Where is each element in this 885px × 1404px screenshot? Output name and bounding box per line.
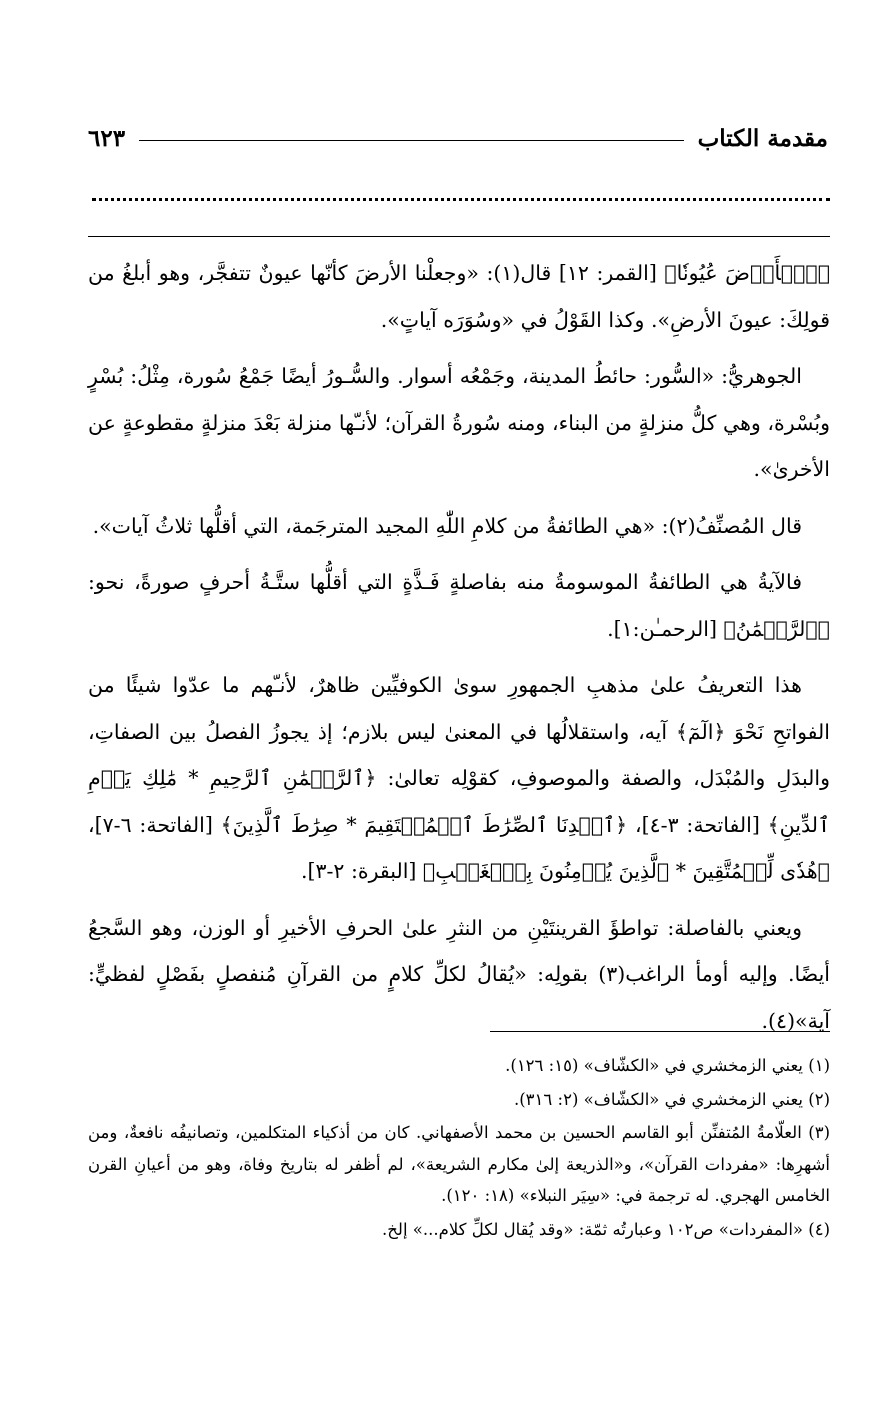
footnote-rule [490,1031,830,1032]
paragraph-5: هذا التعريفُ علىٰ مذهبِ الجمهورِ سوىٰ الكوفيِّين ظاهرٌ، لأنـّهم ما عدّوا شيئًا من الفواتحِ نَحْوَ ﴿الٓمٓ﴾ آيه، واستقلالُها في المعنىٰ ليس بلازم؛ إذ يجوزُ الفصلُ بين الصفاتِ، والبدَلِ والمُبْدَل، والصفة والموصوفِ، كقوْلِه تعالىٰ: ﴿ٱلرَّحۡمَٰنِ ٱلرَّحِيمِ * مَٰلِكِ يَوۡمِ ٱلدِّينِ﴾ [الفاتحة: ٣-٤]، ﴿ٱهۡدِنَا ٱلصِّرَٰطَ ٱلۡمُسۡتَقِيمَ * صِرَٰطَ ٱلَّذِينَ﴾ [الفاتحة: ٦-٧]، ﴿هُدٗى لِّلۡمُتَّقِينَ * ٱلَّذِينَ يُؤۡمِنُونَ بِٱلۡغَيۡبِ﴾ [البقرة: ٢-٣]. [88,673,830,883]
header-title: مقدمة الكتاب [697,124,828,152]
page-number: ٦٢٣ [88,124,126,152]
footnote-4: (٤) «المفردات» ص١٠٢ وعبارتُه ثمّة: «وقد يُقال لكلِّ كلام...» إلخ. [382,1219,830,1239]
paragraph-4: فالآيةُ هي الطائفةُ الموسومةُ منه بفاصلةٍ فَـذَّةٍ التي أقلُّها ستَّـةُ أحرفٍ صورةً، نحو: ﴿ٱلرَّحۡمَٰنُ﴾ [الرحمـٰن:١]. [88,570,830,641]
running-header [88,118,828,158]
paragraph-2: الجوهريُّ: «السُّور: حائطُ المدينة، وجَمْعُه أسوار. والسُّـورُ أيضًا جَمْعُ سُورة، مِثْلُ: بُسْرٍ وبُسْرة، وهي كلُّ منزلةٍ من البناء، ومنه سُورةُ القرآن؛ لأنـّها منزلة بَعْدَ منزلةٍ مقطوعةٍ عن الأخرىٰ». [88,364,830,481]
header-rule [139,140,684,141]
body-text [88,250,830,1054]
paragraph-1: ﴿ٱلۡأَرۡضَ عُيُونٗا﴾ [القمر: ١٢] قال(١): «وجعلْنا الأرضَ كأنّها عيونٌ تتفجَّر، وهو أبلغُ من قولِكَ: عيونَ الأرضِ». وكذا القَوْلُ في «وسُوَرَه آياتٍ». [88,261,830,332]
footnote-2: (٢) يعني الزمخشري في «الكشّاف» (٢: ٣١٦). [513,1089,830,1109]
paragraph-6: ويعني بالفاصلة: تواطؤَ القرينتَيْنِ من النثرِ علىٰ الحرفِ الأخيرِ أو الوزن، وهو السَّجعُ أيضًا. وإليه أومأ الراغب(٣) بقولِه: «يُقالُ لكلِّ كلامٍ من القرآنِ مُنفصلٍ بفَصْلٍ لفظيٍّ: آية»(٤). [88,915,830,1033]
footnote-3: (٣) العلّامةُ المُتفنِّن أبو القاسم الحسين بن محمد الأصفهاني. كان من أذكياء المتكلمين، وتصانيفُه نافعةٌ، ومن أشهرِها: «مفردات القرآن»، و«الذريعة إلىٰ مكارم الشريعة»، لم أظفر له بتاريخ وفاة، وهو من أعيانِ القرن الخامس الهجري. له ترجمة في: «سِيَر النبلاء» (١٨: ١٢٠). [88,1123,830,1205]
footnotes [88,1050,830,1247]
dotted-separator [92,198,830,201]
footnote-1: (١) يعني الزمخشري في «الكشّاف» (١٥: ١٢٦). [505,1056,830,1075]
top-rule [88,236,830,237]
paragraph-3: قال المُصنِّفُ(٢): «هي الطائفةُ من كلامِ اللّٰهِ المجيد المترجَمة، التي أقلُّها ثلاثُ آيات». [92,513,802,538]
